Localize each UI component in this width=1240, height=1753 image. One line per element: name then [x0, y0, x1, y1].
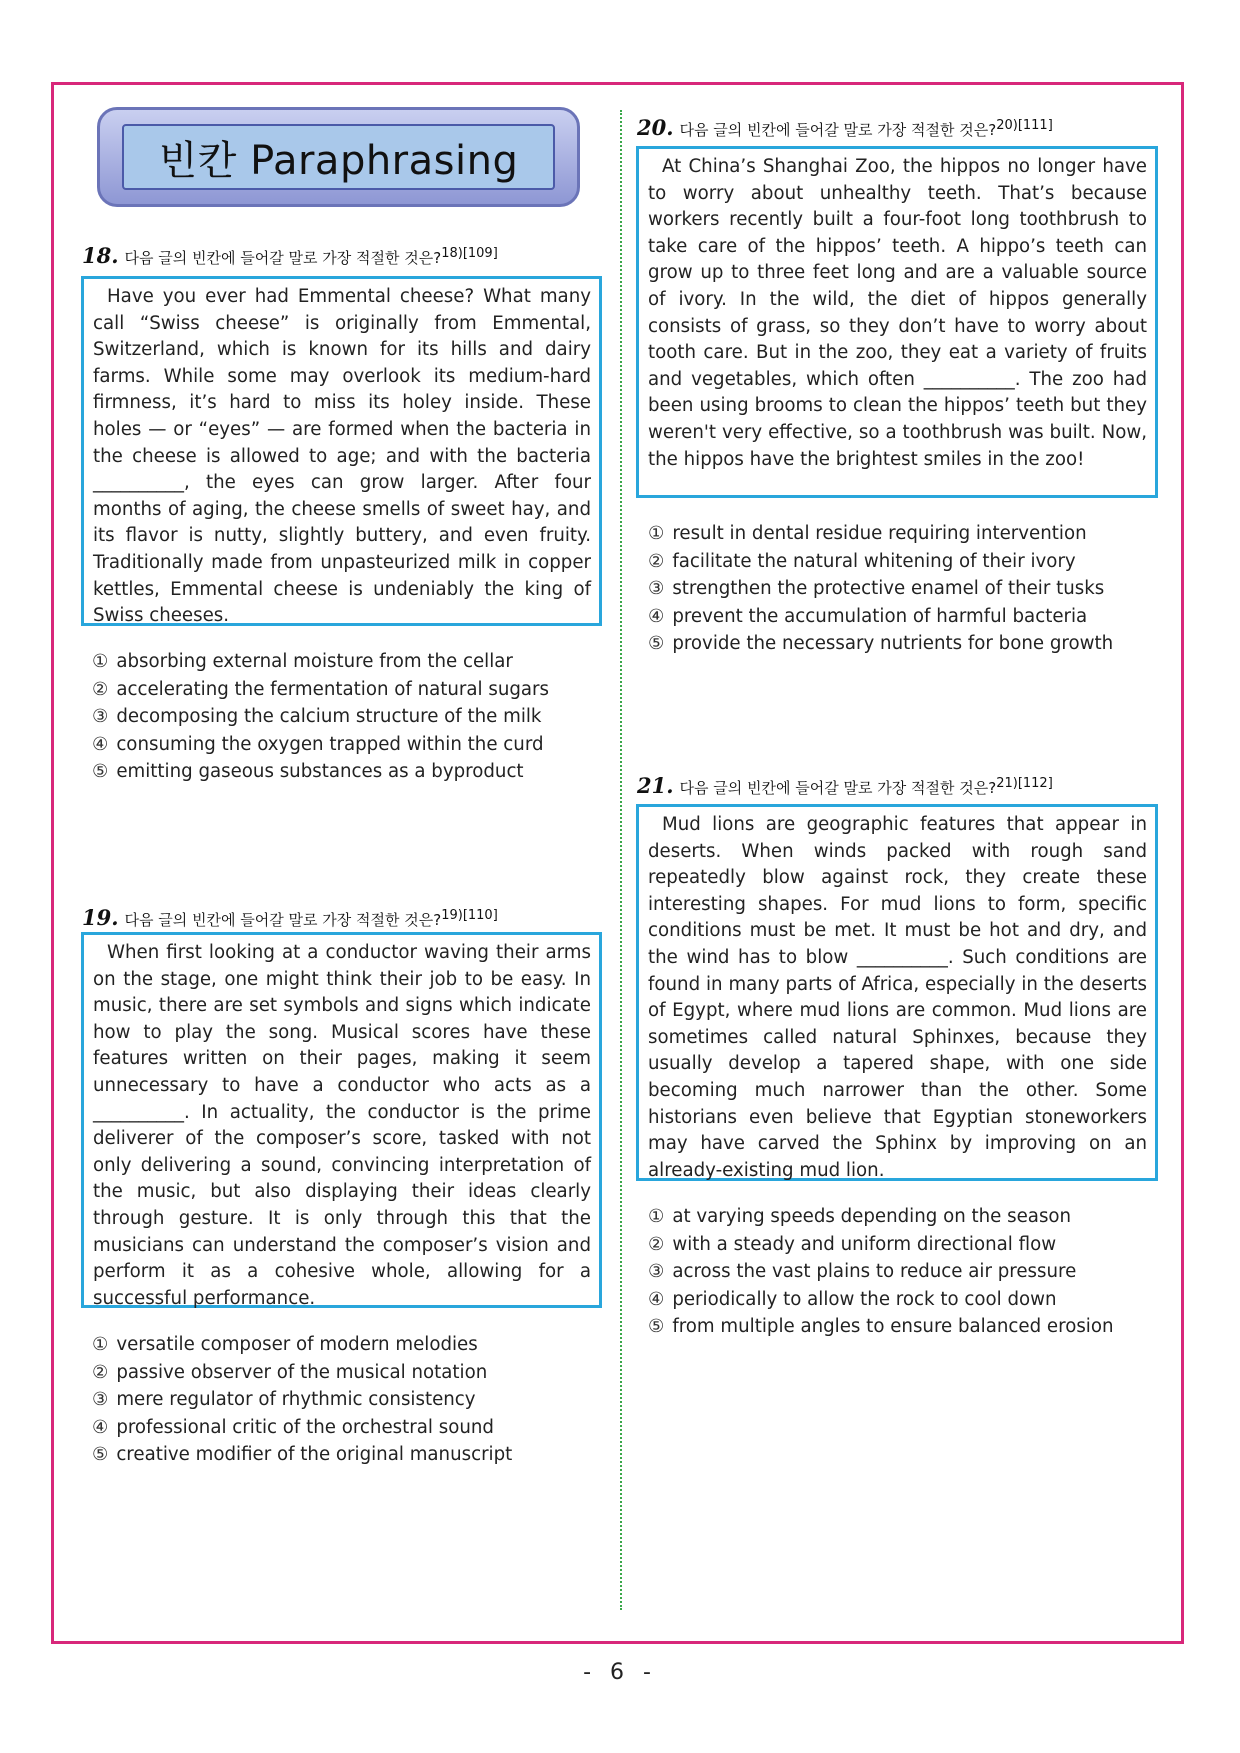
option-text: emitting gaseous substances as a byproduct	[116, 761, 524, 783]
option-text: creative modifier of the original manuscript	[116, 1444, 513, 1466]
option-3[interactable]	[92, 703, 549, 731]
question-ref: 19)[110]	[441, 908, 498, 923]
option-mark: ③	[648, 1261, 665, 1283]
option-5[interactable]	[92, 758, 549, 786]
question-number: 21.	[637, 773, 674, 798]
option-mark: ④	[92, 733, 109, 755]
option-text: decomposing the calcium structure of the milk	[116, 706, 542, 728]
question-19-options	[92, 1331, 512, 1469]
question-number: 19.	[82, 905, 119, 930]
option-mark: ③	[648, 578, 665, 600]
question-19-passage: When first looking at a conductor waving their arms on the stage, one might think their job to be easy. In music, there are set symbols and signs which indicate how to play the song. Musical scores have these features written on their pages, making it seem unnecessary to have a conductor who acts as a __________. In actuality, the conductor is the prime deliverer of the composer’s score, tasked with not only delivering a sound, convincing interpretation of the music, but also displaying their ideas clearly through gesture. It is only through this that the musicians can understand the composer’s vision and perform it as a cohesive whole, allowing for a successful performance.	[81, 932, 602, 1308]
question-21-header	[637, 773, 1053, 798]
option-5[interactable]	[648, 630, 1113, 658]
option-3[interactable]	[648, 575, 1113, 603]
option-1[interactable]	[92, 648, 549, 676]
option-2[interactable]	[648, 548, 1113, 576]
option-mark: ⑤	[92, 761, 109, 783]
option-mark: ①	[92, 1334, 109, 1355]
question-21-options	[648, 1203, 1114, 1341]
question-19-header	[82, 905, 498, 930]
option-text: across the vast plains to reduce air pressure	[672, 1261, 1077, 1283]
option-mark: ④	[648, 1288, 665, 1310]
question-ref: 21)[112]	[996, 776, 1053, 791]
option-mark: ③	[92, 706, 109, 728]
option-text: versatile composer of modern melodies	[116, 1334, 478, 1355]
option-3[interactable]	[92, 1386, 512, 1414]
option-text: with a steady and uniform directional flow	[672, 1233, 1057, 1255]
option-text: result in dental residue requiring intervention	[672, 523, 1087, 544]
option-5[interactable]	[92, 1441, 512, 1469]
option-2[interactable]	[648, 1231, 1114, 1259]
option-mark: ②	[648, 550, 665, 572]
option-text: mere regulator of rhythmic consistency	[116, 1389, 476, 1411]
option-mark: ⑤	[92, 1444, 109, 1466]
option-1[interactable]	[648, 1203, 1114, 1231]
option-5[interactable]	[648, 1313, 1114, 1341]
option-text: at varying speeds depending on the season	[672, 1206, 1072, 1227]
question-prompt: 다음 글의 빈칸에 들어갈 말로 가장 적절한 것은?	[124, 249, 442, 267]
column-divider	[620, 110, 622, 1610]
question-18-header	[82, 243, 498, 268]
option-text: provide the necessary nutrients for bone growth	[672, 633, 1114, 655]
option-text: strengthen the protective enamel of their tusks	[672, 578, 1105, 600]
option-mark: ③	[92, 1389, 109, 1411]
option-text: prevent the accumulation of harmful bacteria	[672, 605, 1088, 627]
option-4[interactable]	[648, 603, 1113, 631]
option-1[interactable]	[648, 520, 1113, 548]
question-prompt: 다음 글의 빈칸에 들어갈 말로 가장 적절한 것은?	[679, 779, 997, 797]
section-title: 빈칸 Paraphrasing	[158, 137, 519, 184]
option-4[interactable]	[92, 731, 549, 759]
question-prompt: 다음 글의 빈칸에 들어갈 말로 가장 적절한 것은?	[679, 121, 997, 139]
page-number: - 6 -	[583, 1660, 657, 1685]
option-text: professional critic of the orchestral sound	[116, 1416, 494, 1438]
option-4[interactable]	[648, 1286, 1114, 1314]
section-title-plate	[122, 124, 555, 190]
option-text: accelerating the fermentation of natural sugars	[116, 678, 550, 700]
question-18-options	[92, 648, 549, 786]
option-4[interactable]	[92, 1414, 512, 1442]
question-prompt: 다음 글의 빈칸에 들어갈 말로 가장 적절한 것은?	[124, 911, 442, 929]
option-mark: ⑤	[648, 633, 665, 655]
option-mark: ②	[92, 1361, 109, 1383]
question-20-options	[648, 520, 1113, 658]
question-18-passage: Have you ever had Emmental cheese? What many call “Swiss cheese” is originally from Emmental, Switzerland, which is known for its hills and dairy farms. While some may overlook its medium-hard firmness, it’s hard to miss its holey inside. These holes — or “eyes” — are formed when the bacteria in the cheese is allowed to age; and with the bacteria __________, the eyes can grow larger. After four months of aging, the cheese smells of sweet hay, and its flavor is nutty, slightly buttery, and even fruity. Traditionally made from unpasteurized milk in copper kettles, Emmental cheese is undeniably the king of Swiss cheeses.	[81, 276, 602, 626]
option-mark: ①	[648, 1206, 665, 1227]
option-mark: ⑤	[648, 1316, 665, 1338]
question-21-passage: Mud lions are geographic features that appear in deserts. When winds packed with rough sand repeatedly blow against rock, they create these interesting shapes. For mud lions to form, specific conditions must be met. It must be hot and dry, and the wind has to blow __________. Such conditions are found in many parts of Africa, especially in the deserts of Egypt, where mud lions are common. Mud lions are sometimes called natural Sphinxes, because they usually develop a tapered shape, with one side becoming much narrower than the other. Some historians even believe that Egyptian stoneworkers may have carved the Sphinx by improving on an already-existing mud lion.	[636, 804, 1158, 1181]
option-mark: ①	[648, 523, 665, 544]
option-text: absorbing external moisture from the cellar	[116, 651, 513, 672]
option-mark: ②	[92, 678, 109, 700]
option-mark: ④	[648, 605, 665, 627]
question-number: 20.	[637, 115, 674, 140]
option-text: consuming the oxygen trapped within the curd	[116, 733, 544, 755]
option-2[interactable]	[92, 676, 549, 704]
question-ref: 18)[109]	[441, 246, 498, 261]
option-text: periodically to allow the rock to cool down	[672, 1288, 1057, 1310]
question-20-passage: At China’s Shanghai Zoo, the hippos no longer have to worry about unhealthy teeth. That’s because workers recently built a four-foot long toothbrush to take care of the hippos’ teeth. A hippo’s teeth can grow up to three feet long and are a valuable source of ivory. In the wild, the diet of hippos generally consists of grass, so they don’t have to worry about tooth care. But in the zoo, they eat a variety of fruits and vegetables, which often __________. The zoo had been using brooms to clean the hippos’ teeth but they weren't very effective, so a toothbrush was built. Now, the hippos have the brightest smiles in the zoo!	[636, 146, 1158, 498]
option-mark: ②	[648, 1233, 665, 1255]
option-text: facilitate the natural whitening of their ivory	[672, 550, 1076, 572]
question-20-header	[637, 115, 1053, 140]
section-title-banner	[97, 107, 580, 207]
option-3[interactable]	[648, 1258, 1114, 1286]
option-mark: ④	[92, 1416, 109, 1438]
option-1[interactable]	[92, 1331, 512, 1359]
option-mark: ①	[92, 651, 109, 672]
option-text: from multiple angles to ensure balanced erosion	[672, 1316, 1114, 1338]
option-2[interactable]	[92, 1359, 512, 1387]
option-text: passive observer of the musical notation	[116, 1361, 488, 1383]
question-ref: 20)[111]	[996, 118, 1053, 133]
question-number: 18.	[82, 243, 119, 268]
